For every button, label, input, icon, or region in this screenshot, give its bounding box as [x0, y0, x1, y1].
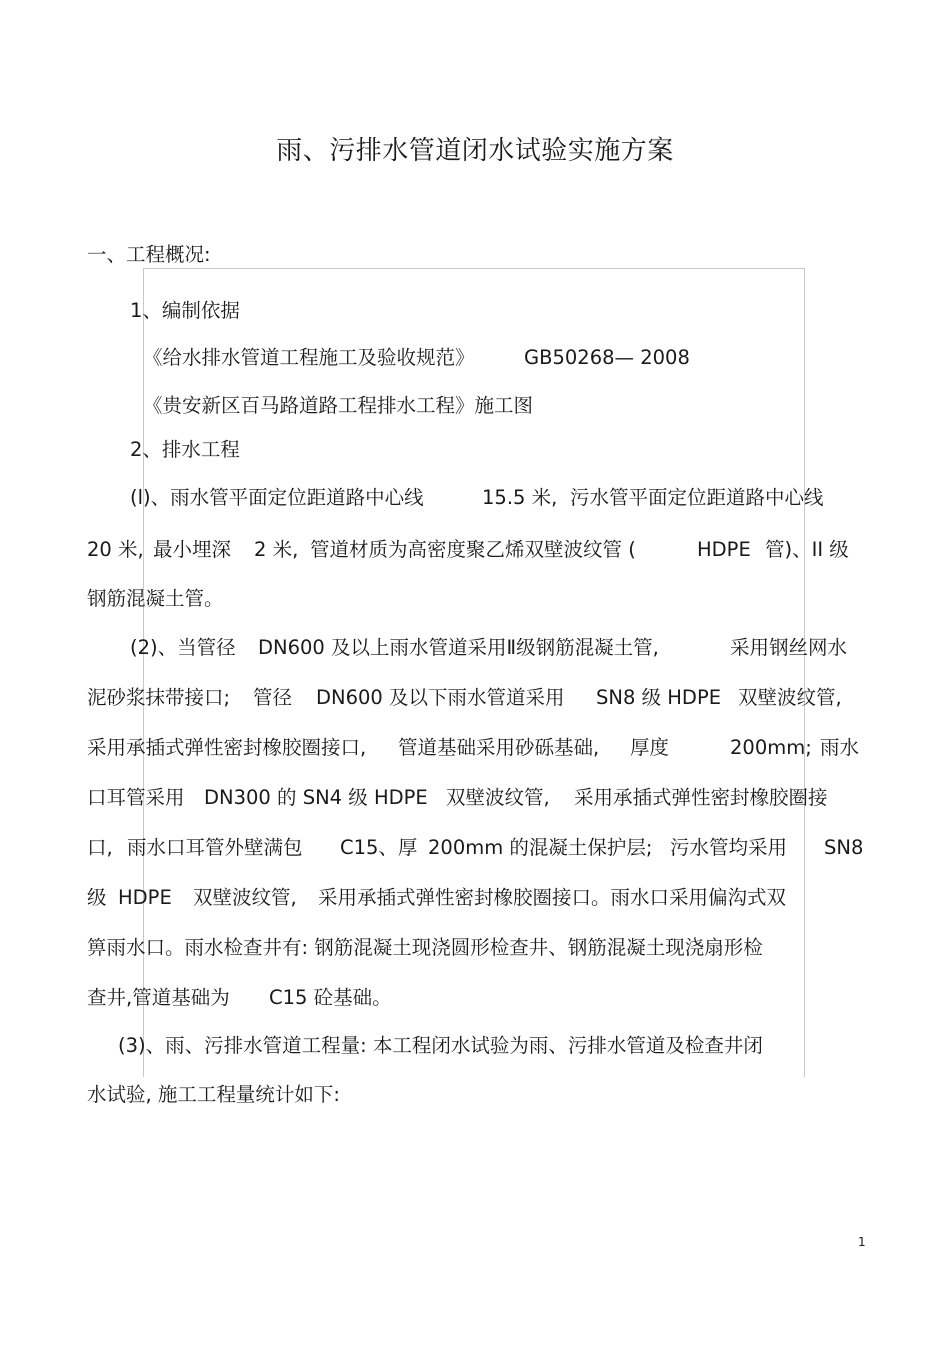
p1-line1c: 污水管平面定位距道路中心线: [570, 486, 824, 509]
p2-line5f: SN8: [824, 836, 864, 859]
basis-heading: 1、编制依据: [130, 299, 240, 322]
p2-line5e: 污水管均采用: [670, 836, 788, 859]
p1-line3: 钢筋混凝土管。: [87, 587, 224, 610]
p1-line2c: 2 米,: [254, 538, 299, 561]
p1-line2f: 管)、II 级: [765, 538, 849, 561]
p2-line4b: DN300 的 SN4 级 HDPE: [204, 786, 428, 809]
p2-line8b: C15 砼基础。: [269, 986, 392, 1009]
p3-line2: 水试验, 施工工程量统计如下:: [87, 1083, 340, 1106]
p2-line6d: 采用承插式弹性密封橡胶圈接口。雨水口采用偏沟式双: [318, 886, 787, 909]
p2-line4d: 采用承插式弹性密封橡胶圈接: [574, 786, 828, 809]
p2-line1a: (2)、当管径: [130, 636, 236, 659]
p2-line6b: HDPE: [118, 886, 172, 909]
p2-line2a: 泥砂浆抹带接口;: [87, 686, 231, 709]
p2-line6c: 双壁波纹管,: [193, 886, 297, 909]
basis-ref-1: 《给水排水管道工程施工及验收规范》: [143, 346, 475, 369]
p2-line2d: SN8 级 HDPE: [596, 686, 722, 709]
p2-line1c: 采用钢丝网水: [730, 636, 848, 659]
drainage-heading: 2、排水工程: [130, 438, 240, 461]
p3-line1: (3)、雨、污排水管道工程量: 本工程闭水试验为雨、污排水管道及检查井闭: [118, 1034, 763, 1057]
p2-line3c: 厚度: [630, 736, 670, 759]
p2-line7: 箅雨水口。雨水检查井有: 钢筋混凝土现浇圆形检查井、钢筋混凝土现浇扇形检: [87, 936, 763, 959]
p1-line2a: 20 米,: [87, 538, 144, 561]
p1-line2e: HDPE: [697, 538, 751, 561]
p2-line4c: 双壁波纹管,: [446, 786, 550, 809]
p1-line1b: 15.5 米,: [482, 486, 558, 509]
p2-line3e: 雨水: [820, 736, 860, 759]
p2-line6a: 级: [87, 886, 107, 909]
section-heading-overview: 一、工程概况:: [87, 243, 211, 266]
p2-line2e: 双壁波纹管,: [738, 686, 842, 709]
p2-line3b: 管道基础采用砂砾基础,: [398, 736, 600, 759]
p2-line2b: 管径: [253, 686, 293, 709]
p2-line3a: 采用承插式弹性密封橡胶圈接口,: [87, 736, 367, 759]
p2-line8a: 查井,管道基础为: [87, 986, 230, 1009]
p1-line1a: (l)、雨水管平面定位距道路中心线: [130, 486, 424, 509]
p1-line2b: 最小埋深: [153, 538, 232, 561]
p2-line4a: 口耳管采用: [87, 786, 185, 809]
p2-line5a: 口,: [87, 836, 113, 859]
p1-line2d: 管道材质为高密度聚乙烯双壁波纹管 (: [310, 538, 636, 561]
p2-line5c: C15、厚: [340, 836, 418, 859]
p2-line2c: DN600 及以下雨水管道采用: [316, 686, 565, 709]
document-title: 雨、污排水管道闭水试验实施方案: [276, 136, 674, 166]
p2-line3d: 200mm;: [730, 736, 812, 759]
p2-line5b: 雨水口耳管外壁满包: [127, 836, 303, 859]
basis-ref-2: 《贵安新区百马路道路工程排水工程》施工图: [143, 394, 534, 417]
basis-ref-1-code: GB50268— 2008: [524, 346, 690, 369]
p2-line1b: DN600 及以上雨水管道采用Ⅱ级钢筋混凝土管,: [258, 636, 659, 659]
p2-line5d: 200mm 的混凝土保护层;: [428, 836, 653, 859]
page-number: 1: [858, 1235, 866, 1249]
